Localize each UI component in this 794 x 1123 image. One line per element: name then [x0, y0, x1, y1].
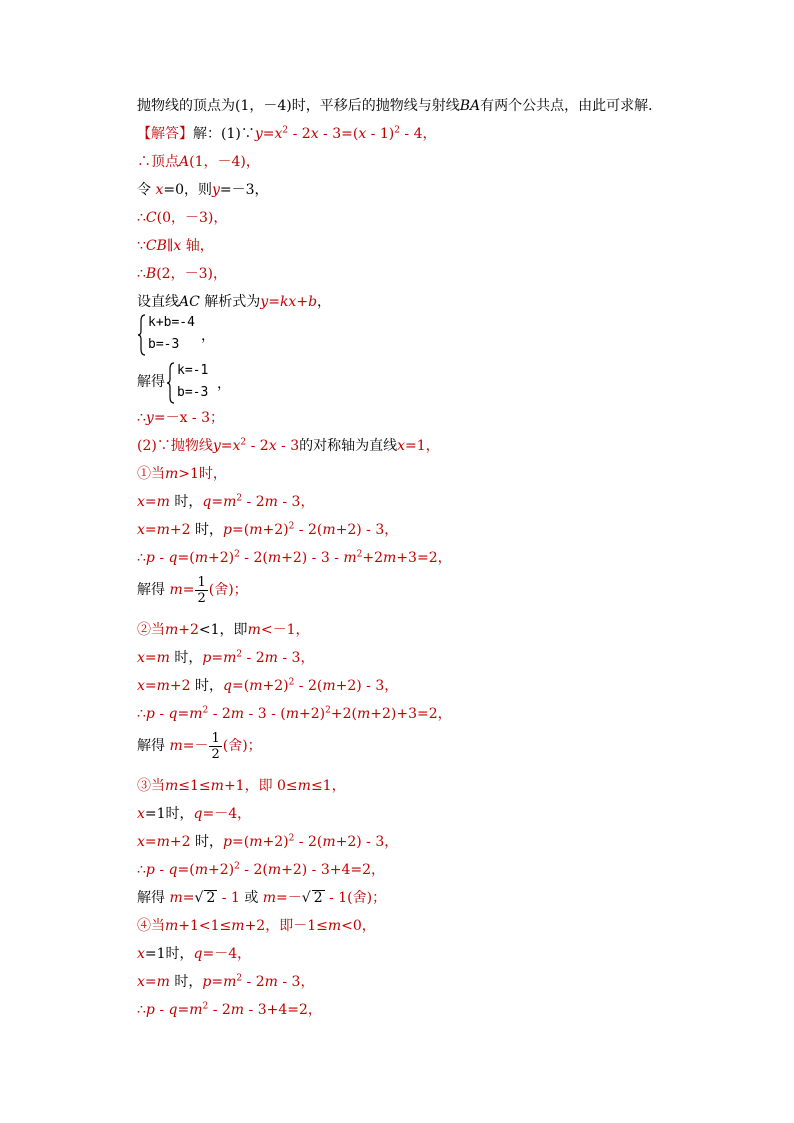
text: (0，－3)， [156, 210, 228, 226]
equation-system-2 [137, 361, 287, 405]
text: ③当 [137, 778, 165, 794]
line-c2-1: x=m 时，$p=m^2 - 2m - 3$， [137, 649, 315, 666]
line-c4-3: ∴p - $q=m^2 - 2m - 3+4=2$， [137, 1001, 322, 1018]
text: 令 [137, 182, 151, 198]
text: 解：(1)∵ [193, 126, 255, 142]
answer-tag: 【解答】 [137, 126, 193, 142]
line-c2-3: ∴p - $q=m^2 - 2m - 3 - (m+2)^2+2(m+2)+3=2$， [137, 705, 452, 722]
equation: k=-1 [177, 363, 209, 378]
line-6: ∵CB∥x 轴， [137, 238, 214, 254]
text: 解得 [137, 582, 165, 598]
equation-system-1 [137, 313, 257, 357]
text: ②当 [137, 622, 165, 638]
line-c1-2: x=m+2 时，$p=(m+2)^2 - 2(m+2) - 3$， [137, 521, 399, 538]
text: ∴ [137, 266, 146, 282]
text: 的对称轴为直线 [299, 438, 398, 454]
text: (舍)； [208, 582, 248, 598]
line-c4-1: x=1时，q=－4， [137, 946, 252, 962]
line-2: 【解答】解：$(1)\because y=x^2 - 2x - 3=(x - 1)^2 - 4$， [137, 125, 437, 142]
case-4: ④当m+1<1≤m+2，即－1≤m<0， [137, 918, 376, 934]
line-c3-3: ∴p - $q=(m+2)^2 - 2(m+2) - 3+4=2$， [137, 861, 386, 878]
line-c3-sol: 解得 m=√ 2 - 1 或 m=－√ 2 - 1(舍)； [137, 890, 387, 906]
equation: k+b=-4 [148, 315, 195, 330]
text: =－x - 3； [153, 410, 225, 426]
text: 解析式为 [204, 294, 261, 310]
line-8: 设直线AC 解析式为y=kx+b， [137, 294, 332, 310]
text: ∥ [166, 238, 174, 254]
text: =0，则 [163, 182, 212, 198]
text: +2，即－1≤ [244, 918, 328, 934]
line-7: ∴B(2，－3)， [137, 266, 227, 282]
line-12: (2)∵抛物线$y=x^2 - 2x - 3$的对称轴为直线x=1， [137, 437, 440, 454]
text: ， [217, 376, 231, 392]
case-3: ③当m≤1≤m+1，即 0≤m≤1， [137, 778, 346, 794]
text: ∴顶点 [137, 154, 179, 170]
equation: b=-3 [177, 385, 209, 400]
case-2: ②当m+2<1，即m<－1， [137, 622, 310, 638]
line-c4-2: x=m 时，$p=m^2 - 2m - 3$， [137, 973, 315, 990]
text: ①当 [137, 466, 165, 482]
text: 解得 [137, 374, 165, 390]
line-c1-3: ∴p - $q=(m+2)^2 - 2(m+2) - 3 - m^2+2m+3=2$， [137, 549, 452, 566]
text: (1，－4)， [189, 154, 260, 170]
text: =1， [405, 438, 440, 454]
text: ∴ [137, 550, 146, 566]
text: =－3， [219, 182, 269, 198]
text: ∵ [137, 238, 146, 254]
text: (2)∵抛物线 [137, 438, 213, 454]
text: (2，－3)， [156, 266, 227, 282]
text: 设直线 [137, 294, 179, 310]
line-5: ∴C(0，－3)， [137, 210, 228, 226]
text: +1<1≤ [178, 918, 232, 934]
text: ， [201, 328, 215, 344]
line-c3-2: x=m+2 时，$p=(m+2)^2 - 2(m+2) - 3$， [137, 833, 399, 850]
line-c2-2: x=m+2 时，$q=(m+2)^2 - 2(m+2) - 3$， [137, 677, 399, 694]
line-c3-1: x=1时，q=－4， [137, 806, 252, 822]
text: 轴， [185, 238, 214, 254]
line-4: 令 x=0，则y=－3， [137, 182, 269, 198]
text: <1，即 [198, 622, 248, 638]
text: BA [459, 98, 481, 114]
text: +1，即 0≤ [223, 778, 298, 794]
line-3: ∴顶点A(1，－4)， [137, 154, 260, 170]
text: >1时， [178, 466, 227, 482]
text: <0， [341, 918, 376, 934]
equation: b=-3 [148, 337, 180, 352]
text: 时， [174, 494, 203, 510]
text: 时， [195, 522, 224, 538]
fraction: $\frac{1}{2}$ [211, 730, 220, 762]
text: 抛物线的顶点为(1，－4)时，平移后的抛物线与射线 [137, 98, 460, 114]
fraction: $\frac{1}{2}$ [197, 574, 206, 606]
text: ∴ [137, 210, 146, 226]
brace-icon [166, 361, 176, 405]
text: ∴ [137, 410, 146, 426]
text: =1时， [144, 806, 194, 822]
text: 有两个公共点，由此可求解． [480, 98, 663, 114]
text: ≤1≤ [178, 778, 211, 794]
case-1: ①当m>1时， [137, 466, 227, 482]
line-1 [137, 96, 662, 116]
brace-icon [137, 313, 147, 357]
text: ≤1， [310, 778, 346, 794]
text: ④当 [137, 918, 165, 934]
text: 或 [244, 890, 259, 906]
line-11: ∴y=－x - 3； [137, 410, 225, 426]
line-c2-sol: 解得 m=－ $\frac{1}{2}$ (舍)； [137, 730, 262, 762]
line-c1-1: x=m 时，$q=m^2 - 2m - 3$， [137, 493, 315, 510]
text: <－1， [260, 622, 310, 638]
line-c1-sol: 解得 m= $\frac{1}{2}$ (舍)； [137, 574, 248, 606]
